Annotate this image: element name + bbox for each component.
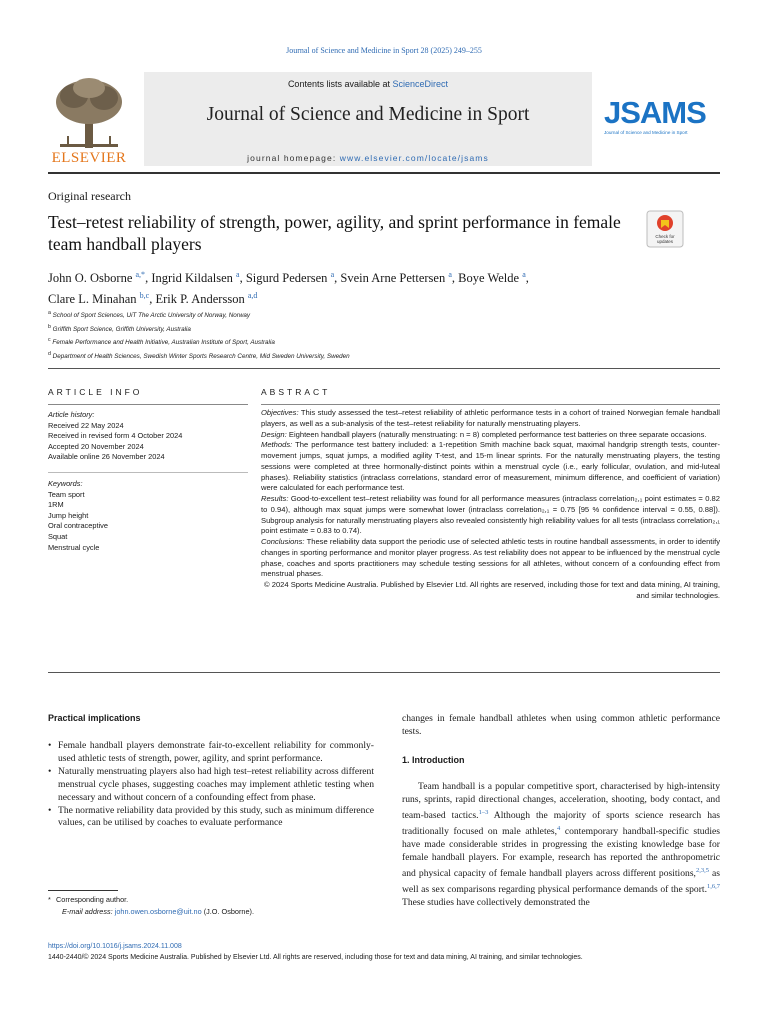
reference-link[interactable]: 1–3 [478, 808, 489, 816]
abstract-body [261, 408, 720, 602]
abstract-heading: ABSTRACT [261, 387, 331, 397]
elsevier-logo [48, 74, 130, 166]
author-list: John O. Osborne $^{a,*}$, Ingrid Kildalsen $^a$, Sigurd Pedersen $^a$, Svein Arne Pettersen $^a$, Boye Welde $^a$, Clare L. Minahan $^{b,c}$, Erik P. Andersson $^{a,d}$ [48, 270, 529, 307]
affiliation: $^b$ Griffith Sport Science, Griffith University, Australia [48, 323, 191, 333]
author[interactable]: John O. Osborne $^{a,*}$ [48, 270, 146, 286]
article-info-rule [48, 404, 248, 405]
reference-link[interactable]: 1,6,7 [707, 882, 720, 890]
keyword: Menstrual cycle [48, 542, 100, 552]
email-link[interactable]: john.owen.osborne@uit.no [114, 906, 202, 916]
journal-homepage [144, 153, 592, 163]
contents-bar [144, 72, 592, 96]
doi-link[interactable]: https://doi.org/10.1016/j.jsams.2024.11.008 [48, 943, 182, 950]
author[interactable]: Ingrid Kildalsen $^a$ [151, 270, 240, 286]
footnote-mark: * [48, 895, 51, 904]
reference-link[interactable]: 4 [557, 824, 561, 832]
history-entry: Available online 26 November 2024 [48, 452, 165, 462]
history-label: Article history: [48, 410, 95, 419]
journal-title: Journal of Science and Medicine in Sport [206, 104, 530, 125]
footnote [48, 894, 356, 917]
author[interactable]: Clare L. Minahan $^{b,c}$ [48, 291, 150, 307]
keyword: 1RM [48, 500, 64, 510]
article-title: Test–retest reliability of strength, power, agility, and sprint performance in female team handball players [48, 212, 621, 254]
list-item: • Female handball players demonstrate fair-to-excellent reliability for commonly-used athletic tests of strength, power, agility, and sprint performance. [48, 740, 374, 766]
jsams-logo-text: JSAMS [604, 95, 706, 130]
affiliation: $^a$ School of Sport Sciences, UiT The Arctic University of Norway, Norway [48, 310, 251, 320]
abstract-methods: Methods: The performance test battery included: a 1-repetition Smith machine back squat, maximal handgrip strength tests, counter-movement jumps, squat jumps, a modified agility T-test, and 15-m linear sprints. For the naturally menstruating players, the testing sessions were completed at three hormonally-distinct points within a menstrual cycle (i.e., early follicular, ovulation, and mid-luteal phases). Reliability statistics (intraclass correlations, standard error of measurement, minimum difference, and coefficient of variation) were calculated for each performance test. [261, 440, 720, 493]
author[interactable]: Svein Arne Pettersen $^a$ [340, 270, 452, 286]
list-item: • Naturally menstruating players also had high test–retest reliability across different menstrual cycle phases, suggesting coaches may implement athletic testing when necessary and without concern of a confounding effect from phase. [48, 766, 374, 805]
author[interactable]: Boye Welde $^a$ [458, 270, 526, 286]
affiliations [48, 308, 688, 362]
practical-implications-list [48, 740, 374, 830]
practical-implications-heading: Practical implications [48, 713, 141, 723]
abstract-design: Design: Eighteen handball players (naturally menstruating: n = 8) completed performance test batteries on three separate occasions. [261, 429, 707, 439]
keyword: Oral contraceptive [48, 521, 108, 531]
keyword: Team sport [48, 489, 85, 499]
issn-copyright: 1440-2440/© 2024 Sports Medicine Australia. Published by Elsevier Ltd. All rights are reserved, including those for text and data mining, AI training, and similar technologies. [48, 954, 583, 962]
homepage-link[interactable]: www.elsevier.com/locate/jsams [339, 153, 489, 163]
check-updates-label: Check for updates [655, 234, 675, 244]
history-entry: Received in revised form 4 October 2024 [48, 431, 183, 441]
practical-implications-continuation: changes in female handball athletes when using common athletic performance tests. [402, 713, 720, 737]
homepage-prefix: journal homepage: [247, 153, 337, 163]
list-item: • The normative reliability data provided by this study, such as minimum difference values, can be utilised by coaches to evaluate performance [48, 805, 374, 831]
keywords-label: Keywords: [48, 479, 83, 488]
page-footer [48, 941, 728, 963]
header-rule [48, 172, 720, 174]
abstract-copyright: © 2024 Sports Medicine Australia. Published by Elsevier Ltd. All rights are reserved, including those for text and data mining, AI training, and similar technologies. [264, 580, 720, 600]
jsams-logo-subtitle: Journal of Science and Medicine in Sport [604, 130, 688, 135]
affiliation: $^d$ Department of Health Sciences, Swedish Winter Sports Research Centre, Mid Sweden University, Sweden [48, 350, 350, 360]
corresponding-author: Corresponding author. [56, 895, 129, 904]
journal-citation[interactable]: Journal of Science and Medicine in Sport 28 (2025) 249–255 [286, 46, 482, 55]
contents-prefix: Contents lists available at [287, 79, 390, 89]
email-label: E-mail address: [62, 906, 113, 916]
publisher-name: ELSEVIER [51, 150, 127, 166]
abstract-bottom-rule [48, 672, 720, 673]
abstract-rule [261, 404, 720, 405]
keyword: Squat [48, 531, 68, 541]
abstract-objectives: Objectives: This study assessed the test–retest reliability of athletic performance tests in a cohort of trained Norwegian female handball players, as well as a sub-analysis of the test–retest reliability for naturally menstruating players. [261, 408, 720, 428]
abstract-conclusions: Conclusions: These reliability data support the periodic use of selected athletic tests in routine handball assessments, in order to identify changes in sporting performance and monitor player progress. As test reliability does not appear to be influenced by the menstrual cycle phase, coaches and sports practitioners may schedule testing sessions for all athletes, without concern of a confounding effect from menstrual phases. [261, 537, 720, 579]
introduction-paragraph: Team handball is a popular competitive sport, characterised by high-intensity runs, sprints, rapid directional changes, acceleration, shooting, body contact, and team-based tactics.$^{1-3}$ Although the majority of sports science research has traditionally focused on male athletes,$^4$ contemporary handball-specific studies have made considerable strides in progressing the existing knowledge base for female handball players. For example, research has reported the anthropometric and physical capacity of female handball players across different positions,$^{2,3,5}$ as well as sex comparisons regarding physical performance demands of the sport.$^{1,6,7}$ These studies have collectively demonstrated the [402, 781, 721, 908]
keywords [48, 479, 248, 553]
keywords-rule [48, 472, 248, 473]
article-type: Original research [48, 189, 131, 203]
history-entry: Received 22 May 2024 [48, 420, 124, 430]
affiliation: $^c$ Female Performance and Health Initiative, Australian Institute of Sport, Australia [48, 337, 275, 347]
email-suffix: (J.O. Osborne). [203, 906, 254, 916]
footnote-rule [48, 890, 118, 891]
keyword: Jump height [48, 510, 89, 520]
sciencedirect-link[interactable]: ScienceDirect [392, 79, 449, 89]
introduction-heading: 1. Introduction [402, 755, 465, 765]
article-info-heading: ARTICLE INFO [48, 387, 143, 397]
author[interactable]: Sigurd Pedersen $^a$ [245, 270, 335, 286]
check-for-updates-button[interactable] [646, 210, 684, 248]
jsams-logo [604, 95, 724, 135]
section-rule [48, 368, 720, 369]
article-history [48, 410, 248, 463]
author[interactable]: Erik P. Andersson $^{a,d}$ [155, 291, 258, 307]
abstract-results: Results: Good-to-excellent test–retest reliability was found for all performance measures (intraclass correlation₂,₁ point estimates = 0.82 to 0.94), although max squat jumps were somewhat lower (intraclass correlation₂,₁ = 0.75 [95 % confidence interval = 0.55, 0.88]). Subgroup analysis for naturally menstruating players also revealed consistently high reliability values for all tests (intraclass correlation₂,₁ point estimate = 0.83 to 0.74). [261, 494, 720, 536]
history-entry: Accepted 20 November 2024 [48, 441, 144, 451]
reference-link[interactable]: 2,3,5 [695, 866, 709, 874]
